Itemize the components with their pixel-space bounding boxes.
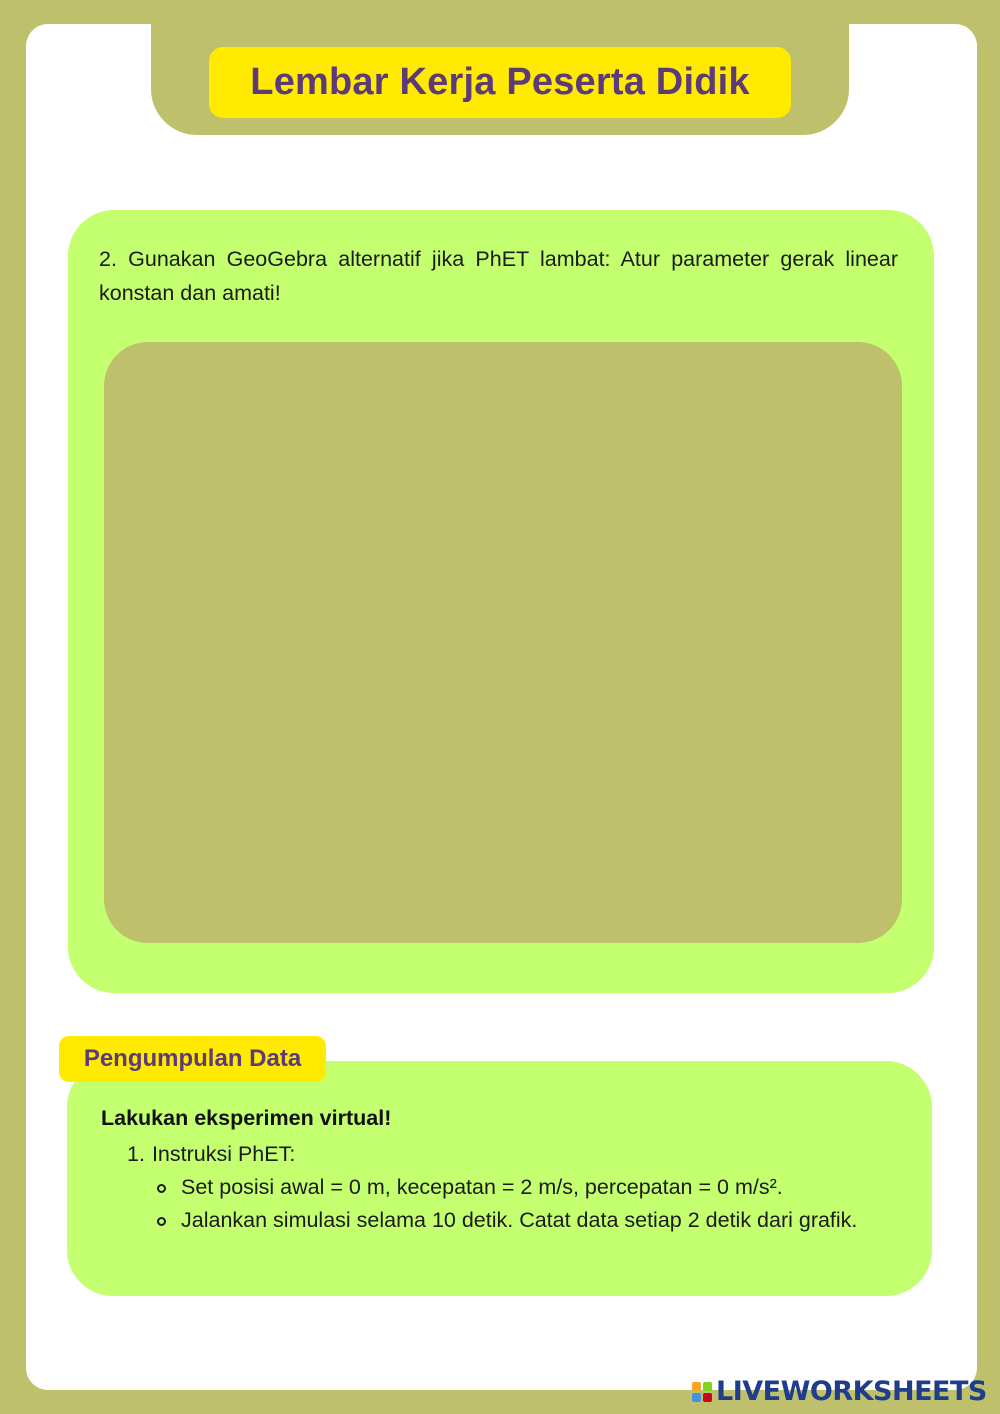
brand-name: LIVEWORKSHEETS (716, 1376, 987, 1407)
circle-bullet-icon (157, 1184, 166, 1193)
sub-list-item: Jalankan simulasi selama 10 detik. Catat data setiap 2 detik dari grafik. (181, 1208, 858, 1232)
circle-bullet-icon (157, 1217, 166, 1226)
section-label-badge (59, 1036, 326, 1082)
list-item (127, 1138, 295, 1171)
simulation-embed-area[interactable] (104, 342, 902, 943)
page-title: Lembar Kerja Peserta Didik (250, 61, 750, 103)
liveworksheets-logo[interactable] (692, 1376, 987, 1407)
sub-list-item: Set posisi awal = 0 m, kecepatan = 2 m/s, percepatan = 0 m/s². (181, 1175, 783, 1199)
list-item-label: Instruksi PhET: (151, 1142, 296, 1166)
liveworksheets-logo-icon (692, 1382, 712, 1402)
data-collection-heading: Lakukan eksperimen virtual! (101, 1106, 392, 1130)
section-label: Pengumpulan Data (83, 1045, 302, 1072)
title-badge (209, 47, 791, 118)
activity-instruction: 2. Gunakan GeoGebra alternatif jika PhET lambat: Atur parameter gerak linear konstan dan amati! (99, 247, 898, 305)
list-item-number: 1. (127, 1142, 145, 1166)
